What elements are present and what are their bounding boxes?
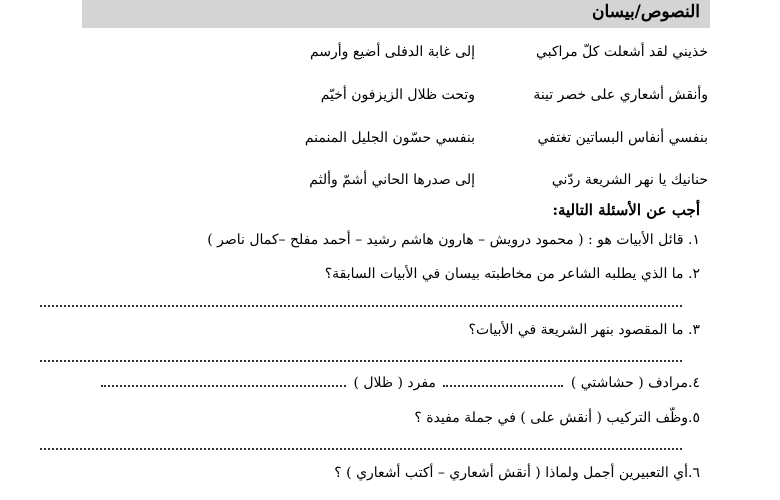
verse-4-second: إلى صدرها الحاني أشمّ وألثم — [309, 172, 475, 188]
verse-1-second: إلى غابة الدفلى أضيع وأرسم — [309, 44, 475, 60]
instruction-heading: أجب عن الأسئلة التالية: — [552, 201, 700, 219]
question-3: ٣. ما المقصود بنهر الشريعة في الأبيات؟ — [468, 322, 700, 338]
verse-3-first: بنفسي أنفاس البساتين تغتفي — [537, 130, 708, 146]
verse-2-second: وتحت ظلال الزيزفون أخيّم — [320, 87, 475, 103]
answer-blank-synonym[interactable] — [443, 375, 563, 387]
section-title: النصوص/بيسان — [591, 2, 700, 22]
answer-line-2[interactable] — [40, 305, 682, 307]
verse-1-first: خذيني لقد أشعلت كلّ مراكبي — [536, 44, 708, 60]
verse-2-first: وأنقش أشعاري على خصر تينة — [533, 87, 708, 103]
question-6: ٦.أي التعبيرين أجمل ولماذا ( أنقش أشعاري – أكتب أشعاري ) ؟ — [334, 465, 700, 481]
question-4 — [98, 375, 700, 391]
verse-4-first: حنانيك يا نهر الشريعة ردّني — [551, 172, 708, 188]
verse-3-second: بنفسي حسّون الجليل المنمنم — [304, 130, 475, 146]
question-5: ٥.وظّف التركيب ( أنقش على ) في جملة مفيدة ؟ — [414, 410, 700, 426]
question-4-synonym: ٤.مرادف ( حشاشتي ) — [570, 375, 700, 391]
answer-line-5[interactable] — [40, 448, 682, 450]
question-2: ٢. ما الذي يطلبه الشاعر من مخاطبته بيسان في الأبيات السابقة؟ — [324, 266, 700, 282]
answer-blank-singular[interactable] — [101, 375, 346, 387]
question-4-singular: مفرد ( ظلال ) — [353, 375, 436, 391]
answer-line-3[interactable] — [40, 360, 682, 362]
question-1: ١. قائل الأبيات هو : ( محمود درويش – هارون هاشم رشيد – أحمد مفلح –كمال ناصر ) — [207, 232, 700, 248]
